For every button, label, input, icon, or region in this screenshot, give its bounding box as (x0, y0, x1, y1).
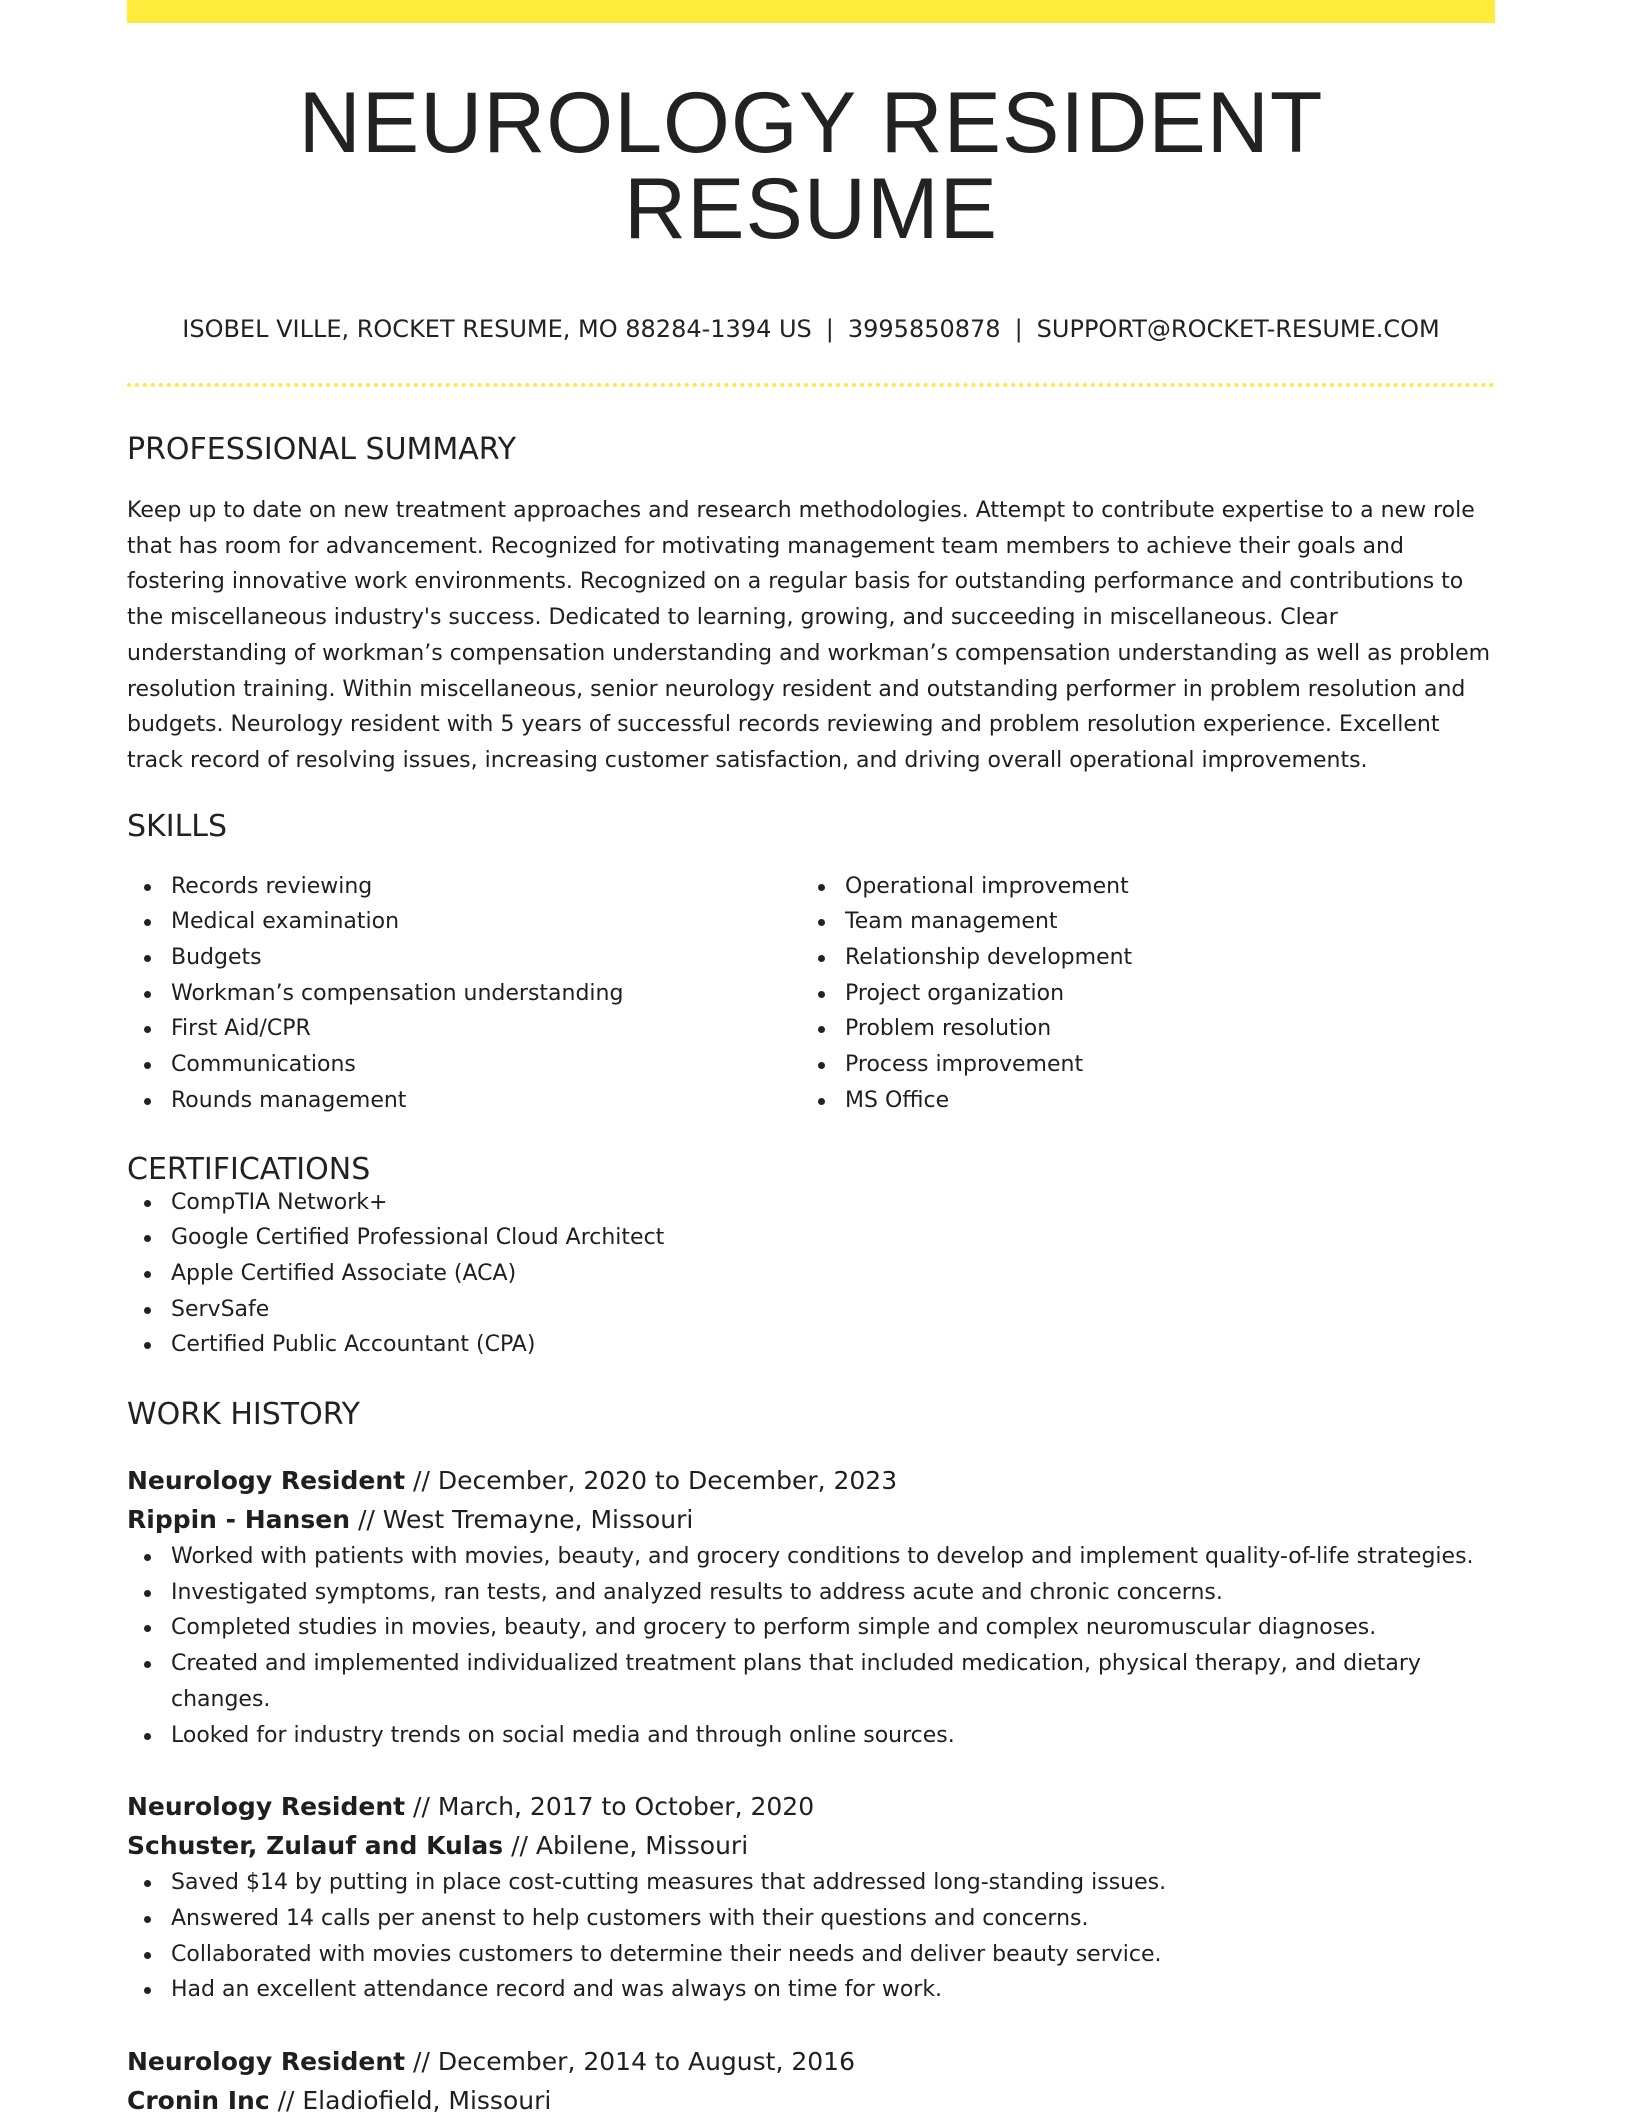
certifications-heading: CERTIFICATIONS (127, 1151, 371, 1187)
job-title-line (127, 2042, 1495, 2081)
skill-item: Problem resolution (801, 1011, 1475, 1047)
job-duty-item: Worked with patients with movies, beauty, and grocery conditions to develop and implement quality-of-life strategies. (127, 1539, 1495, 1575)
skill-item: Relationship development (801, 940, 1475, 976)
job-entry (127, 1787, 1495, 2008)
job-duty-item: Answered 14 calls per anenst to help customers with their questions and concerns. (127, 1901, 1495, 1937)
skill-item: Budgets (127, 940, 801, 976)
skills-list-right (801, 869, 1475, 1119)
skills-list-left (127, 869, 801, 1119)
job-title-line (127, 1461, 1495, 1500)
certification-item: Certified Public Accountant (CPA) (127, 1327, 1495, 1363)
job-company-line (127, 2081, 1495, 2120)
job-company: Rippin - Hansen (127, 1505, 350, 1535)
job-duty-item: Saved $14 by putting in place cost-cutting measures that addressed long-standing issues. (127, 1865, 1495, 1901)
job-duty-item: Investigated symptoms, ran tests, and analyzed results to address acute and chronic concerns. (127, 1575, 1495, 1611)
job-duty-item: Completed studies in movies, beauty, and grocery to perform simple and complex neuromuscular diagnoses. (127, 1610, 1495, 1646)
job-company: Cronin Inc (127, 2086, 270, 2116)
contact-address: ISOBEL VILLE, ROCKET RESUME, MO 88284-1394 US (182, 315, 812, 343)
skill-item: Workman’s compensation understanding (127, 976, 801, 1012)
summary-text: Keep up to date on new treatment approaches and research methodologies. Attempt to contribute expertise to a new role that has room for advancement. Recognized for motivating management team members to achieve their goals and fostering innovative work environments. Recognized on a regular basis for outstanding performance and contributions to the miscellaneous industry's success. Dedicated to learning, growing, and succeeding in miscellaneous. Clear understanding of workman’s compensation understanding and workman’s compensation understanding as well as problem resolution training. Within miscellaneous, senior neurology resident and outstanding performer in problem resolution and budgets. Neurology resident with 5 years of successful records reviewing and problem resolution experience. Excellent track record of resolving issues, increasing customer satisfaction, and driving overall operational improvements. (127, 498, 1491, 773)
contact-separator: | (825, 315, 834, 343)
job-duty-item: Looked for industry trends on social media and through online sources. (127, 1718, 1495, 1754)
skill-item: First Aid/CPR (127, 1011, 801, 1047)
skills-columns (127, 869, 1495, 1119)
skill-item: Medical examination (127, 904, 801, 940)
job-duties-list (127, 1539, 1495, 1753)
skills-heading: SKILLS (127, 808, 228, 844)
job-role: Neurology Resident (127, 1466, 406, 1496)
page-title: NEUROLOGY RESIDENT RESUME (298, 75, 1324, 257)
skill-item: Project organization (801, 976, 1475, 1012)
certification-item: Apple Certified Associate (ACA) (127, 1256, 1495, 1292)
job-title-line (127, 1787, 1495, 1826)
skill-item: Communications (127, 1047, 801, 1083)
job-entry (127, 1461, 1495, 1753)
resume-page (127, 0, 1495, 2120)
job-duty-item: Created and implemented individualized treatment plans that included medication, physical therapy, and dietary changes. (127, 1646, 1495, 1717)
skill-item: Rounds management (127, 1083, 801, 1119)
job-duty-item: Had an excellent attendance record and was always on time for work. (127, 1972, 1495, 2008)
certifications-list (127, 1185, 1495, 1364)
job-company-line (127, 1500, 1495, 1539)
job-role: Neurology Resident (127, 1792, 406, 1822)
job-duty-item: Collaborated with movies customers to determine their needs and deliver beauty service. (127, 1937, 1495, 1973)
job-company: Schuster, Zulauf and Kulas (127, 1831, 504, 1861)
contact-email: SUPPORT@ROCKET-RESUME.COM (1036, 315, 1440, 343)
job-location: // West Tremayne, Missouri (350, 1505, 694, 1535)
contact-phone: 3995850878 (847, 315, 1001, 343)
top-accent-bar (127, 0, 1495, 23)
skill-item: Records reviewing (127, 869, 801, 905)
job-duties-list (127, 1865, 1495, 2008)
certification-item: CompTIA Network+ (127, 1185, 1495, 1221)
contact-info (127, 315, 1495, 343)
skill-item: Team management (801, 904, 1475, 940)
job-dates: // December, 2014 to August, 2016 (405, 2047, 855, 2077)
job-dates: // December, 2020 to December, 2023 (405, 1466, 898, 1496)
header-divider (127, 383, 1495, 387)
skill-item: Process improvement (801, 1047, 1475, 1083)
certification-item: ServSafe (127, 1292, 1495, 1328)
skill-item: MS Office (801, 1083, 1475, 1119)
work-history-heading: WORK HISTORY (127, 1397, 360, 1433)
contact-separator: | (1014, 315, 1023, 343)
job-location: // Abilene, Missouri (503, 1831, 749, 1861)
skill-item: Operational improvement (801, 869, 1475, 905)
job-dates: // March, 2017 to October, 2020 (405, 1792, 815, 1822)
summary-heading: PROFESSIONAL SUMMARY (127, 432, 517, 467)
job-entry (127, 2042, 1495, 2120)
job-location: // Eladiofield, Missouri (269, 2086, 552, 2116)
job-company-line (127, 1826, 1495, 1865)
certification-item: Google Certified Professional Cloud Architect (127, 1220, 1495, 1256)
job-role: Neurology Resident (127, 2047, 406, 2077)
